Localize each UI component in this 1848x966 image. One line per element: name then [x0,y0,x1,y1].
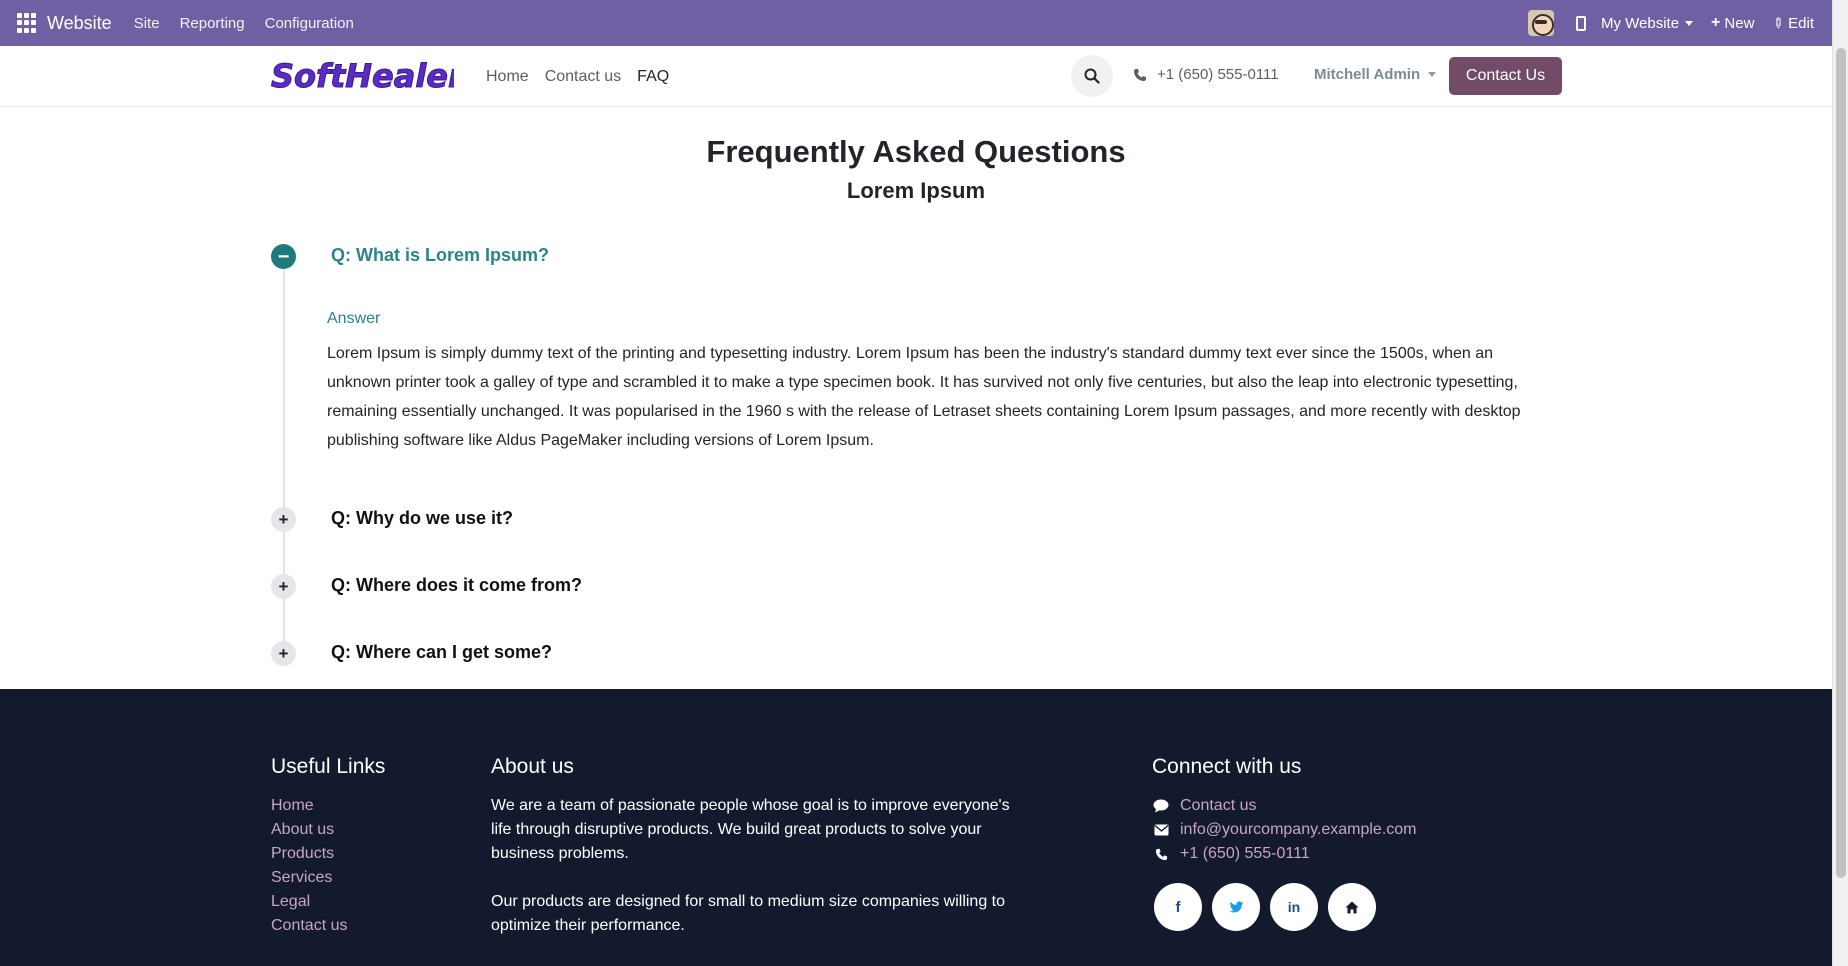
user-name: Mitchell Admin [1314,66,1421,83]
home-icon[interactable] [1328,883,1376,931]
footer-link-contact-us[interactable]: Contact us [271,917,348,934]
search-button[interactable] [1071,55,1113,97]
connect-email[interactable] [1152,818,1417,842]
new-button[interactable] [1711,14,1754,32]
site-header [0,46,1832,107]
expand-icon[interactable]: + [271,574,296,599]
footer-link-about-us[interactable]: About us [271,821,335,838]
phone-icon [1152,848,1170,861]
website-switcher[interactable] [1601,15,1693,32]
user-avatar[interactable] [1528,10,1554,36]
plus-icon: + [1711,14,1721,31]
connect-phone[interactable] [1152,842,1417,866]
contact-us-button[interactable]: Contact Us [1449,57,1562,95]
useful-links-list [271,794,347,938]
nav-contact-us[interactable]: Contact us [544,67,622,85]
website-switcher-label: My Website [1600,14,1680,32]
faq-question-1[interactable]: Q: What is Lorem Ipsum? [331,245,550,265]
apps-grid-icon[interactable] [17,13,37,33]
user-menu[interactable] [1314,66,1436,83]
page-title: Frequently Asked Questions [706,134,1126,169]
footer-link-home[interactable]: Home [271,797,314,814]
menu-reporting[interactable]: Reporting [179,14,245,32]
faq-answer-1: Lorem Ipsum is simply dummy text of the printing and typesetting industry. Lorem Ipsum has been the industry's standard dummy text ever since the 1500s, when an unknown printer took a galley of type and scrambled it to make a type specimen book. It has survived not only five centuries, but also the leap into electronic typesetting, remaining essentially unchanged. It was popularised in the 1960 s with the release of Letraset sheets containing Lorem Ipsum passages, and more recently with desktop publishing software like Aldus PageMaker including versions of Lorem Ipsum. [327,345,1521,449]
linkedin-icon[interactable]: in [1270,883,1318,931]
app-brand[interactable]: Website [47,12,112,33]
menu-site[interactable]: Site [133,14,160,32]
footer-link-products[interactable]: Products [271,845,335,862]
odoo-admin-bar [0,0,1832,46]
logo-text: SoftHealer [271,57,454,95]
connect-list [1152,794,1417,866]
softhealer-logo[interactable] [271,56,454,96]
pencil-icon: ✎ [1768,12,1789,33]
search-icon [1084,68,1100,84]
useful-links-heading: Useful Links [271,755,386,778]
edit-button[interactable] [1768,12,1814,33]
edit-button-label: Edit [1788,14,1814,32]
connect-email-label: info@yourcompany.example.com [1180,821,1417,838]
site-footer [0,689,1832,966]
caret-down-icon [1685,21,1693,26]
scrollbar-thumb[interactable] [1836,48,1846,878]
faq-timeline-line [283,250,285,665]
connect-heading: Connect with us [1152,755,1302,778]
caret-down-icon [1428,72,1436,77]
connect-contact[interactable] [1152,794,1417,818]
facebook-icon[interactable]: f [1154,883,1202,931]
expand-icon[interactable]: + [271,641,296,666]
faq-question-4[interactable]: Q: Where can I get some? [331,642,553,662]
answer-label: Answer [327,310,381,327]
header-phone-number: +1 (650) 555-0111 [1157,66,1279,83]
phone-icon [1133,68,1147,82]
twitter-icon[interactable] [1212,883,1260,931]
about-text [491,794,1021,938]
connect-phone-label: +1 (650) 555-0111 [1180,845,1310,862]
about-paragraph-1: We are a team of passionate people whose goal is to improve everyone's life through disruptive products. We build great products to solve your business problems. [491,797,1010,862]
about-paragraph-2: Our products are designed for small to medium size companies willing to optimize their performance. [491,893,1006,934]
header-phone[interactable] [1133,66,1279,83]
expand-icon[interactable]: + [271,507,296,532]
social-links [1154,883,1376,931]
nav-faq[interactable]: FAQ [637,67,670,85]
connect-contact-label: Contact us [1180,797,1257,814]
footer-link-legal[interactable]: Legal [271,893,311,910]
page-subtitle: Lorem Ipsum [846,178,986,203]
footer-link-services[interactable]: Services [271,869,333,886]
new-button-label: New [1724,14,1755,32]
envelope-icon [1152,824,1170,836]
faq-question-2[interactable]: Q: Why do we use it? [331,508,514,528]
faq-question-3[interactable]: Q: Where does it come from? [331,575,583,595]
menu-configuration[interactable]: Configuration [264,14,354,32]
about-heading: About us [491,755,574,778]
nav-home[interactable]: Home [486,67,529,85]
collapse-icon[interactable]: − [271,244,296,269]
comment-icon [1152,799,1170,813]
page-scrollbar[interactable] [1832,0,1848,966]
main-nav [486,46,669,107]
mobile-preview-icon[interactable] [1576,16,1586,31]
